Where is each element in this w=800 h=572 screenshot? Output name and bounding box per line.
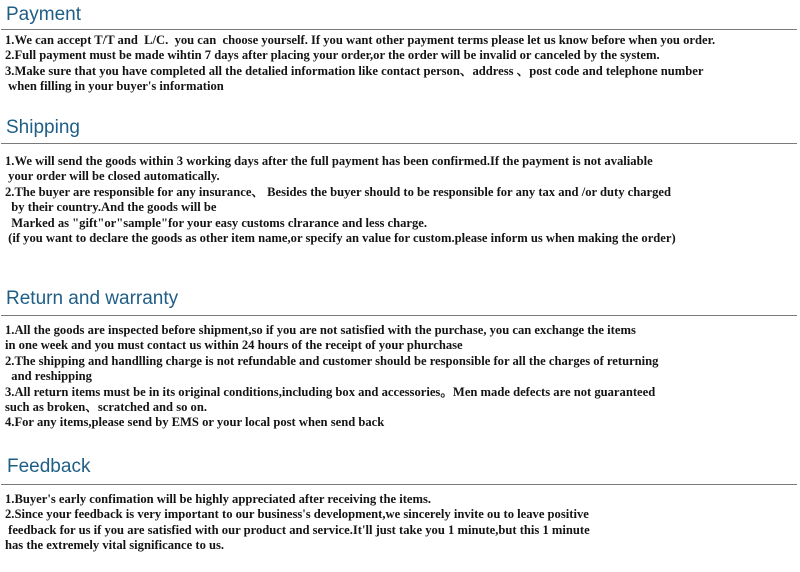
payment-line: when filling in your buyer's information [5,79,224,94]
feedback-line: 1.Buyer's early confimation will be highly appreciated after receiving the items. [5,492,432,506]
payment-line: 2.Full payment must be made wihtin 7 days after placing your order,or the order will be invalid or canceled by the system. [5,48,660,63]
payment-divider [1,29,797,30]
shipping-line: Marked as "gift"or"sample"for your easy customs clrarance and less charge. [5,215,428,230]
return-warranty-line: in one week and you must contact us within 24 hours of the receipt of your phurchase [5,338,463,353]
payment-line: 3.Make sure that you have completed all the detalied information like contact person、address 、post code and telephone number [5,63,704,78]
feedback-line: 2.Since your feedback is very important to our business's development,we sincerely invite ou to leave positive [5,507,589,522]
feedback-line: has the extremely vital significance to us. [5,538,225,553]
return-warranty-line: 1.All the goods are inspected before shipment,so if you are not satisfied with the purchase, you can exchange the items [5,323,636,337]
return-warranty-line: 3.All return items must be in its original conditions,including box and accessories。Men made defects are not guaranteed [5,384,656,399]
return-warranty-line: 2.The shipping and handlling charge is not refundable and customer should be responsible for all the charges of returning [5,353,659,368]
shipping-heading: Shipping [6,117,80,138]
shipping-line: 2.The buyer are responsible for any insurance、 Besides the buyer should to be responsible for any tax and /or duty charged [5,184,672,199]
return-warranty-text [5,323,658,431]
feedback-text [5,492,590,554]
shipping-text [5,154,676,246]
shipping-line: 1.We will send the goods within 3 working days after the full payment has been confirmed.If the payment is not avaliable [5,154,653,168]
return-warranty-line: such as broken、scratched and so on. [5,399,208,414]
shipping-line: by their country.And the goods will be [5,200,217,215]
feedback-line: feedback for us if you are satisfied with our product and service.It'll just take you 1 minute,but this 1 minute [5,522,590,537]
payment-heading: Payment [6,4,81,25]
feedback-heading: Feedback [7,456,91,477]
shipping-line: (if you want to declare the goods as other item name,or specify an value for custom.please inform us when making the order) [5,230,676,245]
return-warranty-divider [1,315,797,316]
return-warranty-heading: Return and warranty [6,288,179,309]
shipping-line: your order will be closed automatically. [5,169,220,184]
payment-line: 1.We can accept T/T and L/C. you can choose yourself. If you want other payment terms please let us know before when you order. [5,33,716,47]
payment-text [5,33,715,95]
feedback-divider [1,484,797,485]
shipping-divider [1,143,797,144]
return-warranty-line: 4.For any items,please send by EMS or your local post when send back [5,415,385,430]
return-warranty-line: and reshipping [5,369,92,384]
